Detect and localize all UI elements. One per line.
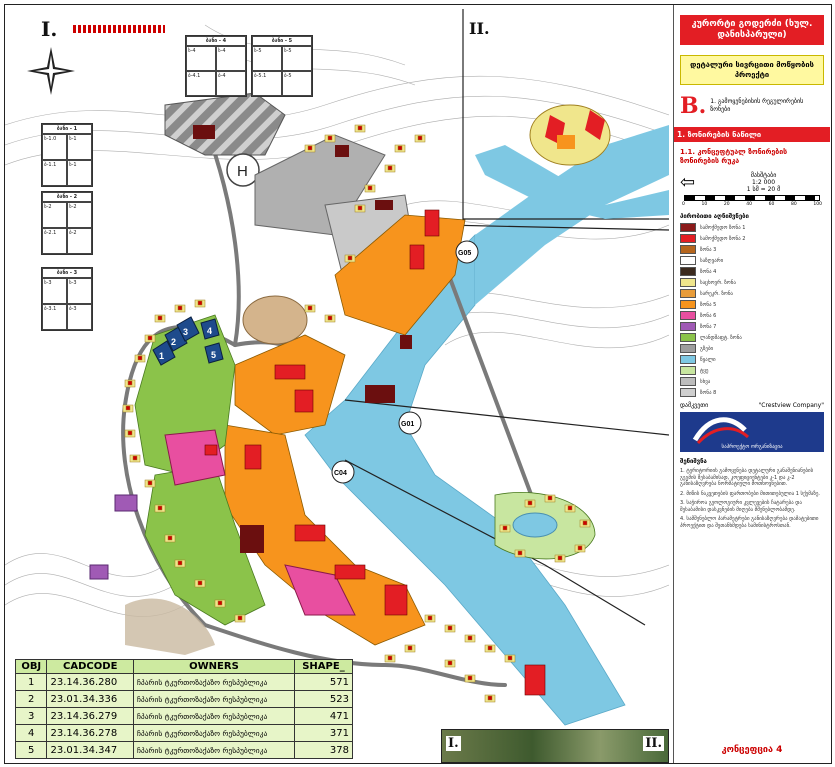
scale-bar — [684, 195, 820, 201]
legend-swatch — [680, 311, 696, 320]
legend-item — [680, 354, 824, 365]
section-text: 1. გამოყენებისის რეგულირების ზონები — [710, 98, 804, 113]
overview-map — [441, 729, 669, 763]
legend-swatch — [680, 234, 696, 243]
sheet-number: კონცეფცია 4 — [721, 745, 783, 755]
legend-swatch — [680, 267, 696, 276]
building-label-1: 1 — [159, 351, 165, 361]
note-1: 1. ტერიტორიის გამოყენება დეტალური განაშენიანების გეგმის შესაბამისად, კოეფიციენტები კ-1 და კ-2 განისაზღვრება ნორმატიული მოთხოვნებით. — [680, 468, 814, 487]
building-label-4: 4 — [207, 326, 213, 336]
scale-label: მასშტაბი — [750, 172, 777, 179]
notes-title: შენიშვნა — [680, 458, 707, 465]
building-label-2: 2 — [171, 337, 177, 347]
building-label-3: 3 — [183, 327, 189, 337]
legend-sidebar — [673, 5, 830, 763]
legend-item — [680, 365, 824, 376]
legend-swatch — [680, 366, 696, 375]
zone-header: 1. ზონირების ნაწილი — [674, 127, 830, 142]
legend-label: საზღვარი — [700, 257, 724, 264]
section-heading — [680, 93, 824, 119]
overview-label-left: I. — [448, 736, 459, 751]
legend-swatch — [680, 245, 696, 254]
key-box-4: ბანი - 4 ს-4 ს-4 ბ-4.1 ბ-4 — [185, 35, 247, 97]
scale-unit: 1 სმ = 20 მ — [746, 186, 781, 193]
road-label-g05 — [456, 241, 478, 263]
legend-swatch — [680, 289, 696, 298]
legend-label: ზონა 5 — [700, 301, 717, 308]
legend-swatch — [680, 322, 696, 331]
section-letter: B. — [680, 93, 707, 119]
legend-item — [680, 233, 824, 244]
hatched-zone — [165, 93, 285, 155]
scale-ratio: 1:2 000 — [752, 179, 776, 186]
legend-label: ზონა 4 — [700, 268, 717, 275]
panel-label-main: I. — [41, 17, 58, 41]
lake — [513, 513, 557, 537]
scale-ticks: 0 10 20 40 60 80 100 — [682, 202, 822, 207]
legend-label: გზები — [700, 345, 714, 352]
legend-label: სამოქმედო ზონა 1 — [700, 224, 746, 231]
building-label-5: 5 — [211, 350, 217, 360]
col-header-shape: SHAPE_ — [294, 660, 352, 674]
map-title: 1.1. კონცეფტუალ ზონირების ზონირების რუკა — [680, 148, 788, 165]
legend-item — [680, 244, 824, 255]
key-box-3: ბანი - 3 ს-3 ს-3 ბ-3.1 ბ-3 — [41, 267, 93, 331]
legend-swatch — [680, 223, 696, 232]
legend-swatch — [680, 333, 696, 342]
logo-caption: დამკვეთი "Crestview Company" — [680, 402, 824, 409]
col-header-cadcode: CADCODE — [47, 660, 134, 674]
legend-item — [680, 343, 824, 354]
legend-label: ზონა 6 — [700, 312, 717, 319]
col-header-owners: OWNERS — [133, 660, 294, 674]
project-subtitle: დეტალური სივრცითი მოწყობის პროექტი — [680, 55, 824, 85]
legend-item — [680, 376, 824, 387]
north-arrow-icon — [25, 45, 77, 97]
company-logo: საპროექტო ორგანიზაცია — [680, 412, 824, 452]
table-row: 2 23.01.34.336 ჩპარის ტკურთოზაქაზო რესპუბლიკა 523 — [16, 691, 353, 708]
legend-item — [680, 255, 824, 266]
logo-swoosh-icon — [690, 415, 750, 445]
legend-title: პირობითი აღნიშვნები — [680, 213, 749, 220]
map-header-text — [73, 25, 165, 33]
col-header-obj: OBJ — [16, 660, 47, 674]
legend-item — [680, 332, 824, 343]
site-plan-map — [5, 5, 669, 763]
legend-swatch — [680, 256, 696, 265]
table-row: 4 23.14.36.278 ჩპარის ტკურთოზაქაზო რესპუბლიკა 371 — [16, 725, 353, 742]
panel-label-inset: II. — [469, 19, 490, 38]
legend-list — [680, 222, 824, 398]
legend-item — [680, 299, 824, 310]
legend-item — [680, 321, 824, 332]
legend-label: სამოქმედო ზონა 2 — [700, 235, 746, 242]
cadastral-table — [15, 659, 353, 759]
sheet-title: კურორტი გოდერძი (ხულ. დანისპარული) — [680, 15, 824, 45]
scale-block — [680, 172, 824, 193]
table-row: 5 23.01.34.347 ჩპარის ტკურთოზაქაზო რესპუბლიკა 378 — [16, 742, 353, 759]
legend-label: ლანდშაფტ. ზონა — [700, 334, 742, 341]
road-label-g01 — [399, 412, 421, 434]
legend-item — [680, 288, 824, 299]
key-box-5: ბანი - 5 ს-5 ს-5 ბ-5.1 ბ-5 — [251, 35, 313, 97]
legend-item — [680, 387, 824, 398]
legend-swatch — [680, 377, 696, 386]
legend-label: სხვა — [700, 378, 711, 385]
legend-label: სარეკრ. ზონა — [700, 290, 733, 297]
legend-item — [680, 222, 824, 233]
pink-zone — [165, 430, 225, 485]
legend-swatch — [680, 344, 696, 353]
legend-label: წყალი — [700, 356, 716, 363]
table-row: 1 23.14.36.280 ჩპარის ტკურთოზაქაზო რესპუბლიკა 571 — [16, 674, 353, 691]
legend-label: ზონა 7 — [700, 323, 717, 330]
note-3: 3. საჭიროა გეოლოგიური კვლევების ჩატარება და შესაბამისი დასკვნების მიღება მშენებლობამდე. — [680, 500, 802, 513]
note-2: 2. მიწის ნაკვეთების ფართობები მითითებულია 1 სქემაზე. — [680, 490, 820, 497]
legend-swatch — [680, 355, 696, 364]
map-sheet — [4, 4, 832, 764]
overview-label-right: II. — [645, 736, 662, 751]
svg-text:G01: G01 — [401, 421, 415, 428]
helipad-label: H — [237, 163, 248, 180]
svg-text:G05: G05 — [458, 250, 472, 257]
legend-label: ზონა 8 — [700, 389, 717, 396]
legend-item — [680, 266, 824, 277]
legend-label: ტყე — [700, 367, 709, 374]
svg-text:C04: C04 — [334, 470, 347, 477]
note-4: 4. სამშენებლო პარამეტრები განისაზღვრება დამატებითი პროექტით და შეთანხმდება სამინისტროსთან. — [680, 516, 819, 529]
north-arrow-small-icon: ⇦ — [680, 172, 696, 193]
legend-swatch — [680, 278, 696, 287]
legend-swatch — [680, 388, 696, 397]
legend-label: ზონა 3 — [700, 246, 717, 253]
legend-item — [680, 310, 824, 321]
purple-zone — [115, 495, 137, 511]
legend-swatch — [680, 300, 696, 309]
key-box-2: ბანი - 2 ს-2 ს-2 ბ-2.1 ბ-2 — [41, 191, 93, 255]
table-row: 3 23.14.36.279 ჩპარის ტკურთოზაქაზო რესპუბლიკა 471 — [16, 708, 353, 725]
legend-label: საცხოვრ. ზონა — [700, 279, 736, 286]
legend-item — [680, 277, 824, 288]
key-box-1: ბანი - 1 ს-1.0 ს-1 ბ-1.1 ს-1 — [41, 123, 93, 187]
road-label-c04 — [332, 461, 354, 483]
plaza — [243, 296, 307, 344]
